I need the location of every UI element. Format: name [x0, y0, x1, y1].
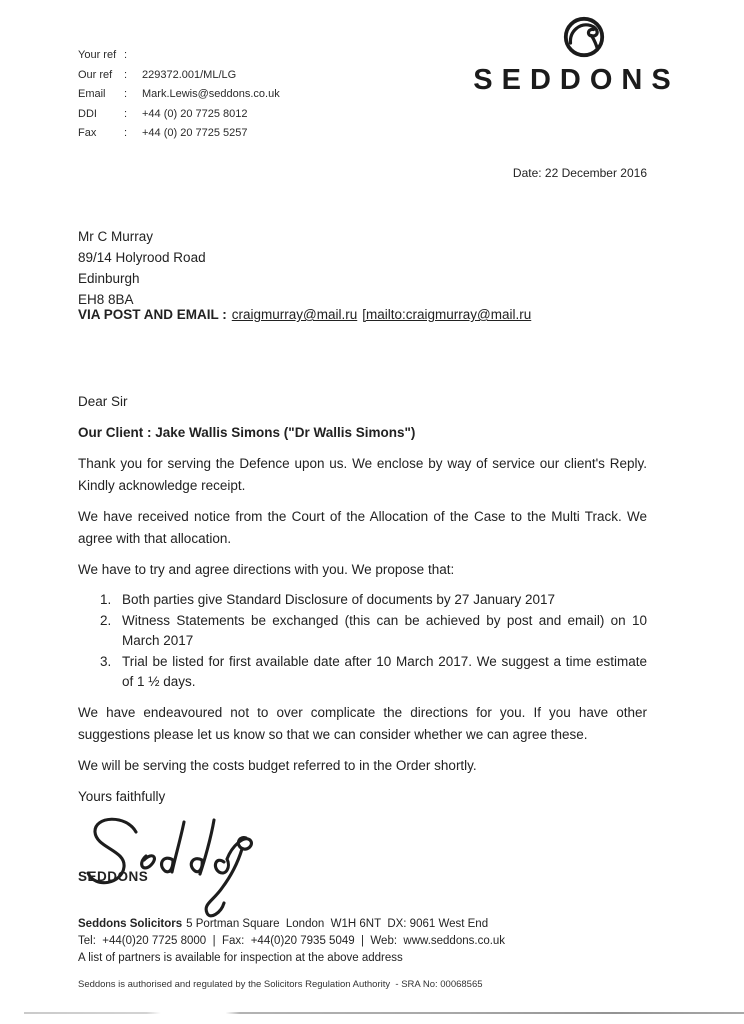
ref-colon: :: [124, 88, 128, 100]
recipient-address: [78, 226, 206, 310]
list-item-number: 3.: [100, 653, 112, 669]
reference-block: [78, 46, 280, 144]
letter-date: Date: 22 December 2016: [512, 166, 647, 180]
list-item-text: Both parties give Standard Disclosure of documents by 27 January 2017: [122, 592, 556, 607]
directions-numbered-list: [78, 590, 647, 693]
paragraph-2: We have received notice from the Court of the Allocation of the Case to the Multi Track. We agree with that allocation.: [78, 509, 647, 546]
list-item: [78, 611, 647, 652]
ref-label: Your ref: [78, 49, 117, 61]
paragraph-3: We have to try and agree directions with you. We propose that:: [78, 562, 455, 577]
ref-value: +44 (0) 20 7725 8012: [142, 107, 248, 120]
footer-firm-name: Seddons Solicitors: [78, 918, 183, 930]
ref-row-our-ref: [78, 66, 280, 86]
list-item: [78, 590, 647, 611]
ref-value: +44 (0) 20 7725 5257: [142, 127, 248, 139]
ref-label: Email: [78, 88, 106, 100]
recipient-email-link: craigmurray@mail.ru: [231, 307, 358, 322]
ref-row-ddi: [78, 105, 280, 125]
paragraph-4: We have endeavoured not to over complicate the directions for you. If you have other suggestions please let us know so that we can consider whether we can agree these.: [78, 704, 647, 742]
ref-value: 229372.001/ML/LG: [142, 68, 237, 81]
list-item: [78, 652, 647, 693]
delivery-method-label: VIA POST AND EMAIL :: [78, 307, 227, 322]
seddons-wordmark: SEDDONS: [473, 64, 680, 96]
footer-address-line: [78, 916, 505, 933]
ref-row-fax: [78, 124, 280, 144]
ref-row-your-ref: [78, 46, 280, 66]
letter-footer: [78, 916, 505, 967]
footer-address-text: 5 Portman Square London W1H 6NT DX: 9061 West End: [186, 918, 489, 930]
recipient-name: Mr C Murray: [78, 229, 153, 244]
recipient-city: Edinburgh: [78, 271, 140, 286]
recipient-mailto-link: [mailto:craigmurray@mail.ru: [362, 307, 532, 322]
ref-colon: :: [124, 107, 128, 120]
sra-regulation-line: Seddons is authorised and regulated by the Solicitors Regulation Authority - SRA No: 00068565: [78, 979, 483, 990]
scan-edge-artifact: [24, 1012, 744, 1014]
salutation: Dear Sir: [78, 394, 128, 409]
ref-colon: :: [124, 49, 128, 61]
recipient-postcode: EH8 8BA: [78, 292, 134, 307]
ref-label: Fax: [78, 127, 97, 139]
list-item-number: 2.: [100, 612, 112, 628]
paragraph-5: We will be serving the costs budget referred to in the Order shortly.: [78, 757, 477, 773]
ref-row-email: [78, 85, 280, 105]
list-item-text: Trial be listed for first available date after 10 March 2017. We suggest a time estimate of 1 ½ days.: [122, 653, 647, 689]
ref-colon: :: [124, 127, 128, 139]
ref-colon: :: [124, 68, 128, 81]
signature-block: [78, 810, 647, 910]
list-item-text: Witness Statements be exchanged (this can be achieved by post and email) on 10 March 2017: [122, 612, 647, 648]
footer-partners-line: A list of partners is available for inspection at the above address: [78, 952, 403, 964]
recipient-street: 89/14 Holyrood Road: [78, 250, 206, 265]
footer-contact-line: Tel: +44(0)20 7725 8000 | Fax: +44(0)20 7935 5049 | Web: www.seddons.co.uk: [78, 935, 506, 947]
letter-body: [78, 391, 647, 910]
seddons-logo: [470, 14, 680, 97]
ref-label: Our ref: [78, 68, 113, 81]
subject-line: Our Client : Jake Wallis Simons ("Dr Wallis Simons"): [78, 425, 416, 440]
delivery-method-line: [78, 307, 531, 322]
paragraph-1: Thank you for serving the Defence upon us. We enclose by way of service our client's Reply. Kindly acknowledge receipt.: [78, 456, 647, 493]
valediction: Yours faithfully: [78, 788, 166, 804]
list-item-number: 1.: [100, 592, 112, 607]
ref-value: Mark.Lewis@seddons.co.uk: [142, 88, 280, 100]
ref-label: DDI: [78, 107, 97, 120]
seddons-circle-s-icon: [562, 14, 606, 60]
signatory-name: SEDDONS: [78, 868, 149, 884]
